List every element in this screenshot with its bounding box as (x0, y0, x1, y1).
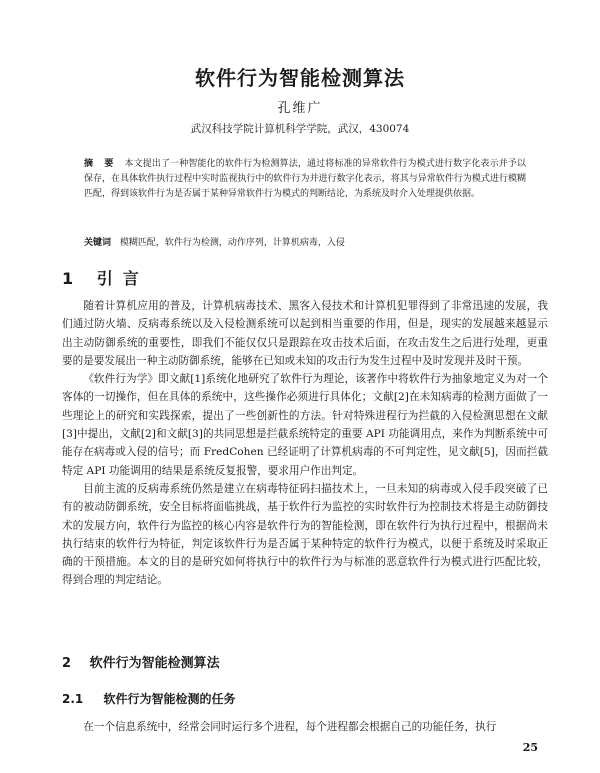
section-1-body (62, 297, 548, 590)
section-1-heading (62, 266, 149, 289)
page-number: 25 (522, 741, 538, 754)
keywords-label: 关键词 (84, 238, 112, 248)
abstract-text: 本文提出了一种智能化的软件行为检测算法，通过将标准的异常软件行为模式进行数字化表示并予以保存，在具体软件执行过程中实时监视执行中的软件行为并进行数字化表示，将其与异常软件行为模式进行模糊匹配，得到该软件行为是否属于某种异常软件行为模式的判断结论，为系统及时介入处理提供依据。 (84, 159, 526, 200)
section-1-title: 引言 (96, 269, 149, 288)
author-name: 孔维广 (277, 101, 323, 116)
section-2-1-title: 软件行为智能检测的任务 (103, 692, 236, 706)
keywords-text: 模糊匹配，软件行为检测，动作序列，计算机病毒，入侵 (119, 238, 345, 248)
section-1-number: 1 (62, 269, 74, 288)
keywords (84, 236, 526, 251)
section-2-number: 2 (62, 656, 72, 671)
abstract-label: 摘 要 (84, 159, 118, 169)
section-2-1-heading (62, 690, 235, 707)
paragraph: 随着计算机应用的普及，计算机病毒技术、黑客入侵技术和计算机犯罪得到了非常迅速的发展，我们通过防火墙、反病毒系统以及入侵检测系统可以起到相当重要的作用，但是，现实的发展越来越显示出主动防御系统的重要性，即我们不能仅仅只是跟踪在攻击技术后面，在攻击发生之后进行处理，更重要的是要发展出一种主动防御系统，能够在已知或未知的攻击行为发生过程中及时发现并及时干预。 (62, 300, 548, 367)
paragraph: 目前主流的反病毒系统仍然是建立在病毒特征码扫描技术上，一旦未知的病毒或入侵手段突破了已有的被动防御系统，安全目标将面临挑战，基于软件行为监控的实时软件行为控制技术将是主动防御技术的发展方向，软件行为监控的核心内容是软件行为的智能检测，即在软件行为执行过程中，根据尚未执行结束的软件行为特征，判定该软件行为是否属于某种特定的软件行为模式，以便于系统及时采取正确的干预措施。本文的目的是研究如何将执行中的软件行为与标准的恶意软件行为模式进行匹配比较，得到合理的判定结论。 (62, 482, 548, 587)
section-2-1-text: 在一个信息系统中，经常会同时运行多个进程，每个进程都会根据自己的功能任务，执行 (83, 721, 497, 733)
paper-title: 软件行为智能检测算法 (195, 66, 405, 90)
section-2-title: 软件行为智能检测算法 (89, 656, 220, 671)
section-2-1-number: 2.1 (62, 692, 84, 706)
section-2-heading (62, 652, 220, 671)
author-affiliation: 武汉科技学院计算机科学学院，武汉，430074 (190, 123, 410, 135)
abstract (84, 157, 526, 203)
paragraph: 《软件行为学》即文献[1]系统化地研究了软件行为理论，该著作中将软件行为抽象地定义为对一个客体的一切操作，但在具体的系统中，这些操作必须进行具体化；文献[2]在未知病毒的检测方面做了一些理论上的研究和实践探索，提出了一些创新性的方法。针对特殊进程行为拦截的入侵检测思想在文献[3]中提出，文献[2]和文献[3]的共同思想是拦截系统特定的重要 API 功能调用点，来作为判断系统中可能存在病毒或入侵的信号；而 FredCohen 已经证明了计算机病毒的不可判定性，见文献[5]，因而拦截特定 API 功能调用的结果是系统反复报警，要求用户作出判定。 (62, 373, 548, 477)
